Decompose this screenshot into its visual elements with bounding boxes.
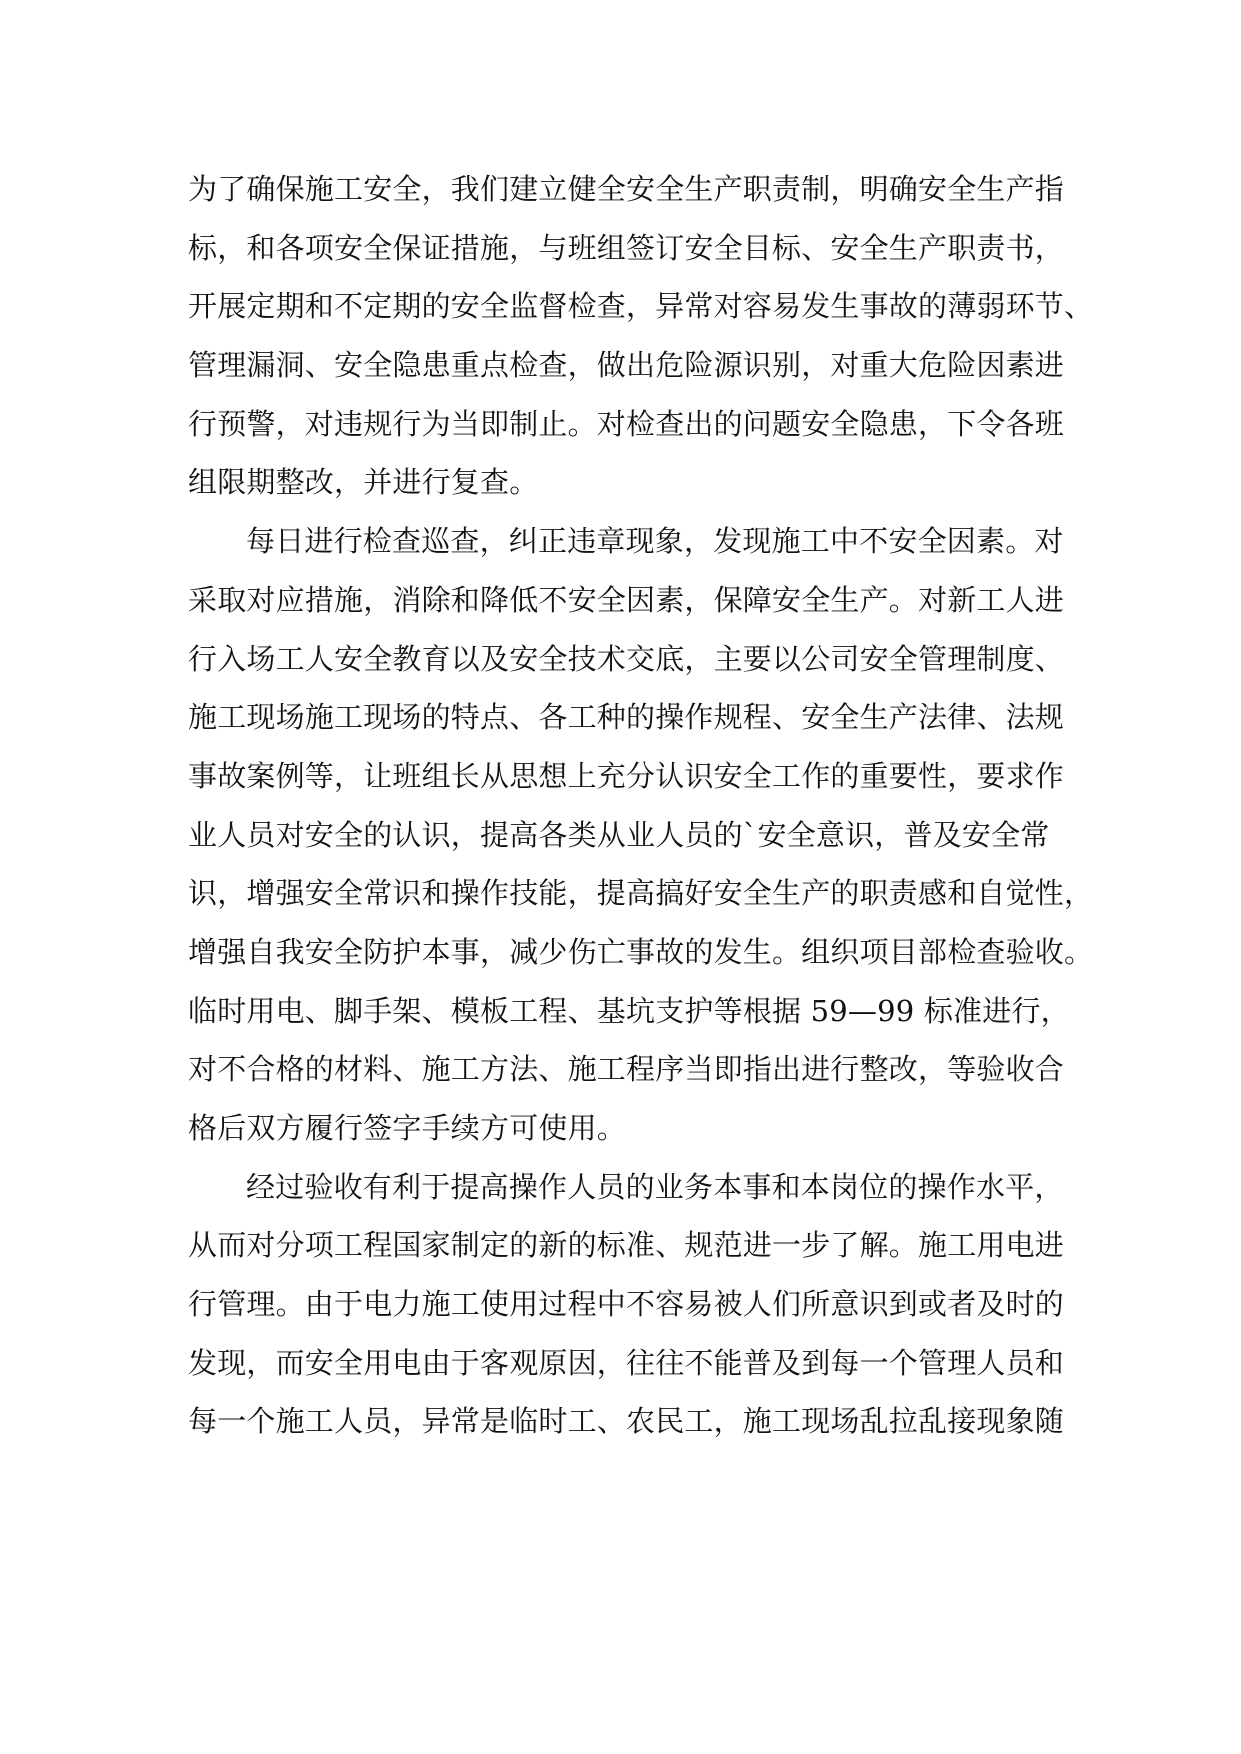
paragraph-line: 行入场工人安全教育以及安全技术交底，主要以公司安全管理制度、 xyxy=(188,641,1065,676)
paragraph-line: 事故案例等，让班组长从思想上充分认识安全工作的重要性，要求作 xyxy=(188,758,1065,793)
paragraph-2 xyxy=(188,512,1094,1158)
paragraph-line: 对不合格的材料、施工方法、施工程序当即指出进行整改，等验收合 xyxy=(188,1052,1065,1087)
paragraph-line: 格后双方履行签字手续方可使用。 xyxy=(188,1111,627,1145)
paragraph-line: 每日进行检查巡查，纠正违章现象，发现施工中不安全因素。对 xyxy=(246,524,1064,559)
paragraph-1 xyxy=(188,160,1094,512)
paragraph-line: 识，增强安全常识和操作技能，提高搞好安全生产的职责感和自觉性， xyxy=(188,876,1094,911)
paragraph-line: 开展定期和不定期的安全监督检查，异常对容易发生事故的薄弱环节、 xyxy=(188,289,1094,324)
paragraph-line: 临时用电、脚手架、模板工程、基坑支护等根据 59—99 标准进行， xyxy=(188,993,1070,1028)
paragraph-line: 经过验收有利于提高操作人员的业务本事和本岗位的操作水平， xyxy=(246,1169,1064,1204)
paragraph-line: 行管理。由于电力施工使用过程中不容易被人们所意识到或者及时的 xyxy=(188,1287,1065,1322)
paragraph-line: 从而对分项工程国家制定的新的标准、规范进一步了解。施工用电进 xyxy=(188,1228,1065,1263)
paragraph-3 xyxy=(188,1158,1065,1451)
paragraph-line: 组限期整改，并进行复查。 xyxy=(188,465,539,500)
paragraph-line: 业人员对安全的认识，提高各类从业人员的`安全意识，普及安全常 xyxy=(188,817,1050,852)
paragraph-line: 为了确保施工安全，我们建立健全安全生产职责制，明确安全生产指 xyxy=(188,172,1065,206)
paragraph-line: 采取对应措施，消除和降低不安全因素，保障安全生产。对新工人进 xyxy=(188,582,1065,617)
paragraph-line: 标，和各项安全保证措施，与班组签订安全目标、安全生产职责书， xyxy=(188,230,1065,265)
document-body xyxy=(188,160,1094,1451)
paragraph-line: 发现，而安全用电由于客观原因，往往不能普及到每一个管理人员和 xyxy=(188,1345,1065,1380)
paragraph-line: 行预警，对违规行为当即制止。对检查出的问题安全隐患，下令各班 xyxy=(188,406,1065,441)
paragraph-line: 每一个施工人员，异常是临时工、农民工，施工现场乱拉乱接现象随 xyxy=(188,1404,1065,1439)
paragraph-line: 增强自我安全防护本事，减少伤亡事故的发生。组织项目部检查验收。 xyxy=(188,934,1094,969)
paragraph-line: 施工现场施工现场的特点、各工种的操作规程、安全生产法律、法规 xyxy=(188,700,1065,735)
paragraph-line: 管理漏洞、安全隐患重点检查，做出危险源识别，对重大危险因素进 xyxy=(188,348,1065,383)
